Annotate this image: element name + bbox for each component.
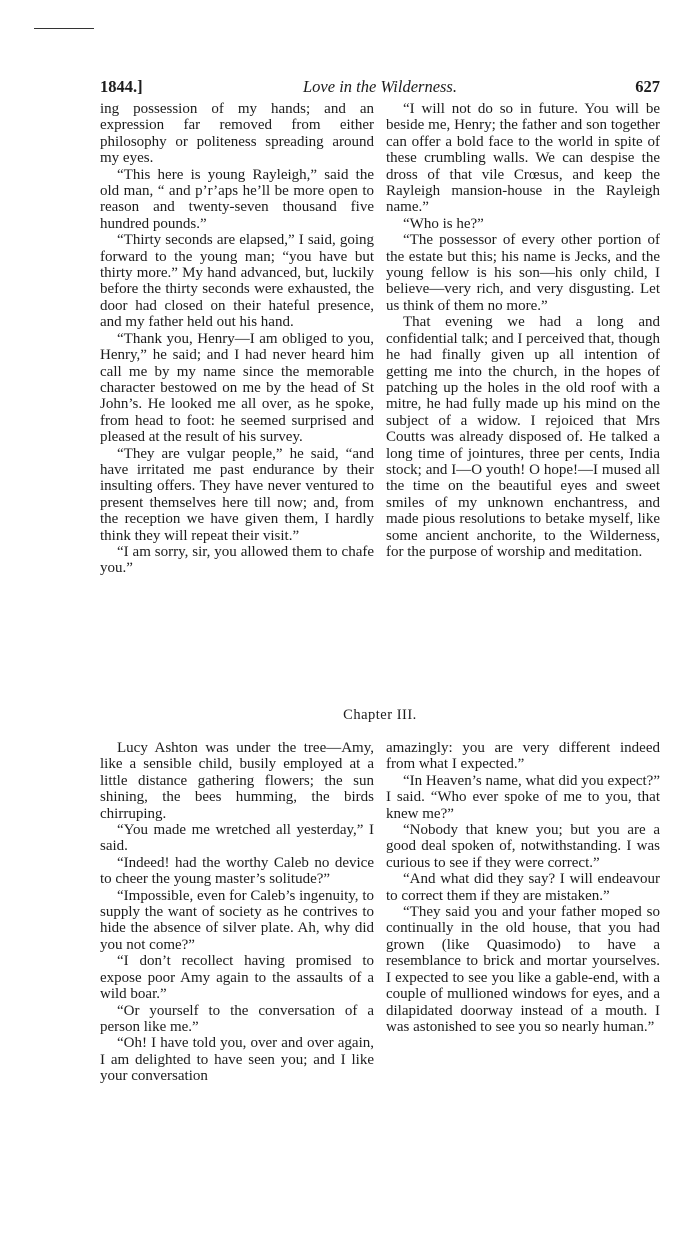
running-header xyxy=(100,77,660,97)
paragraph: “This here is young Rayleigh,” said the old man, “ and p’r’aps he’ll be more open to reason and twenty-seven thousand five hundred pounds.” xyxy=(100,166,374,232)
page-number: 627 xyxy=(635,77,660,96)
paragraph: “I don’t recollect having promised to expose poor Amy again to the assaults of a wild boar.” xyxy=(100,953,374,1003)
paragraph: “Indeed! had the worthy Caleb no device to cheer the young master’s solitude?” xyxy=(100,854,374,888)
paragraph: “And what did they say? I will endeavour to correct them if they are mistaken.” xyxy=(386,871,660,904)
paragraph: “Nobody that knew you; but you are a good deal spoken of, notwithstanding. I was curious to see if they were correct.” xyxy=(386,822,660,871)
chapter-heading: Chapter III. xyxy=(343,707,417,723)
paragraph: “In Heaven’s name, what did you expect?” I said. “Who ever spoke of me to you, that knew me?” xyxy=(386,772,660,822)
paragraph: “Thank you, Henry—I am obliged to you, Henry,” he said; and I had never heard him call me by my name since the memorable character bestowed on me by the head of St John’s. He looked me all over, as he spoke, from head to foot: he seemed surprised and pleased at the result of his survey. xyxy=(100,330,374,446)
paragraph: “Thirty seconds are elapsed,” I said, going forward to the young man; “you have but thirty more.” My hand advanced, but, luckily before the thirty seconds were exhausted, the door had closed on their hateful presence, and my father held out his hand. xyxy=(100,232,374,331)
column-top-left xyxy=(100,101,374,577)
paragraph: Lucy Ashton was under the tree—Amy, like a sensible child, busily employed at a little distance gathering flowers; the sun shining, the bees humming, the birds chirruping. xyxy=(100,740,374,822)
paragraph: “Who is he?” xyxy=(403,215,484,232)
paragraph: “They are vulgar people,” he said, “and have irritated me past endurance by their insulting offers. They have never ventured to present themselves here till now; and, from the reception we have given them, I hardly think they will repeat their visit.” xyxy=(100,445,374,544)
paragraph: That evening we had a long and confidential talk; and I perceived that, though he had finally given up all intention of getting me into the church, in the hopes of patching up the holes in the old roof with a mitre, he had fully made up his mind on the subject of a widow. I rejoiced that Mrs Coutts was already disposed of. He talked a long time of jointures, three per cents, India stock; and I—O youth! O hope!—I mused all the time on the beautiful eyes and sweet smiles of my unknown enchantress, and made pious resolutions to betake myself, like some ancient anchorite, to the Wilderness, for the purpose of worship and meditation. xyxy=(386,314,660,560)
paragraph: “They said you and your father moped so continually in the old house, that you had grown (like Quasimodo) to have a resemblance to brick and mortar yourselves. I expected to see you like a gable-end, with a couple of mullioned windows for eyes, and a dilapidated doorway instead of a mouth. I was astonished to see you so nearly human.” xyxy=(386,904,660,1035)
paragraph: “Oh! I have told you, over and over again, I am delighted to have seen you; and I like your conversation xyxy=(100,1035,374,1085)
paragraph: amazingly: you are very different indeed from what I expected.” xyxy=(386,740,660,773)
paragraph: ing possession of my hands; and an expression far removed from either philosophy or politeness spreading around my eyes. xyxy=(100,101,374,167)
column-bottom-right xyxy=(386,740,660,1035)
running-title: Love in the Wilderness. xyxy=(303,77,457,96)
paragraph: “I am sorry, sir, you allowed them to chafe you.” xyxy=(100,543,374,577)
column-bottom-left xyxy=(100,740,374,1085)
top-rule xyxy=(34,28,94,29)
paragraph: “Impossible, even for Caleb’s ingenuity, to supply the want of society as he contrives to hide the absence of silver plate. Ah, why did you not come?” xyxy=(100,887,374,953)
paragraph: “I will not do so in future. You will be beside me, Henry; the father and son together can offer a bold face to the world in spite of these crumbling walls. We can despise the dross of that vile Crœsus, and keep the Rayleigh mansion-house in the Rayleigh name.” xyxy=(386,101,660,216)
paragraph: “Or yourself to the conversation of a person like me.” xyxy=(100,1002,374,1035)
column-top-right xyxy=(386,101,660,560)
paragraph: “You made me wretched all yesterday,” I said. xyxy=(100,822,374,855)
header-year: 1844.] xyxy=(100,77,143,96)
paragraph: “The possessor of every other portion of the estate but this; his name is Jecks, and the young fellow is his son—his only child, I believe—very rich, and very disgusting. Let us think of them no more.” xyxy=(386,232,660,314)
